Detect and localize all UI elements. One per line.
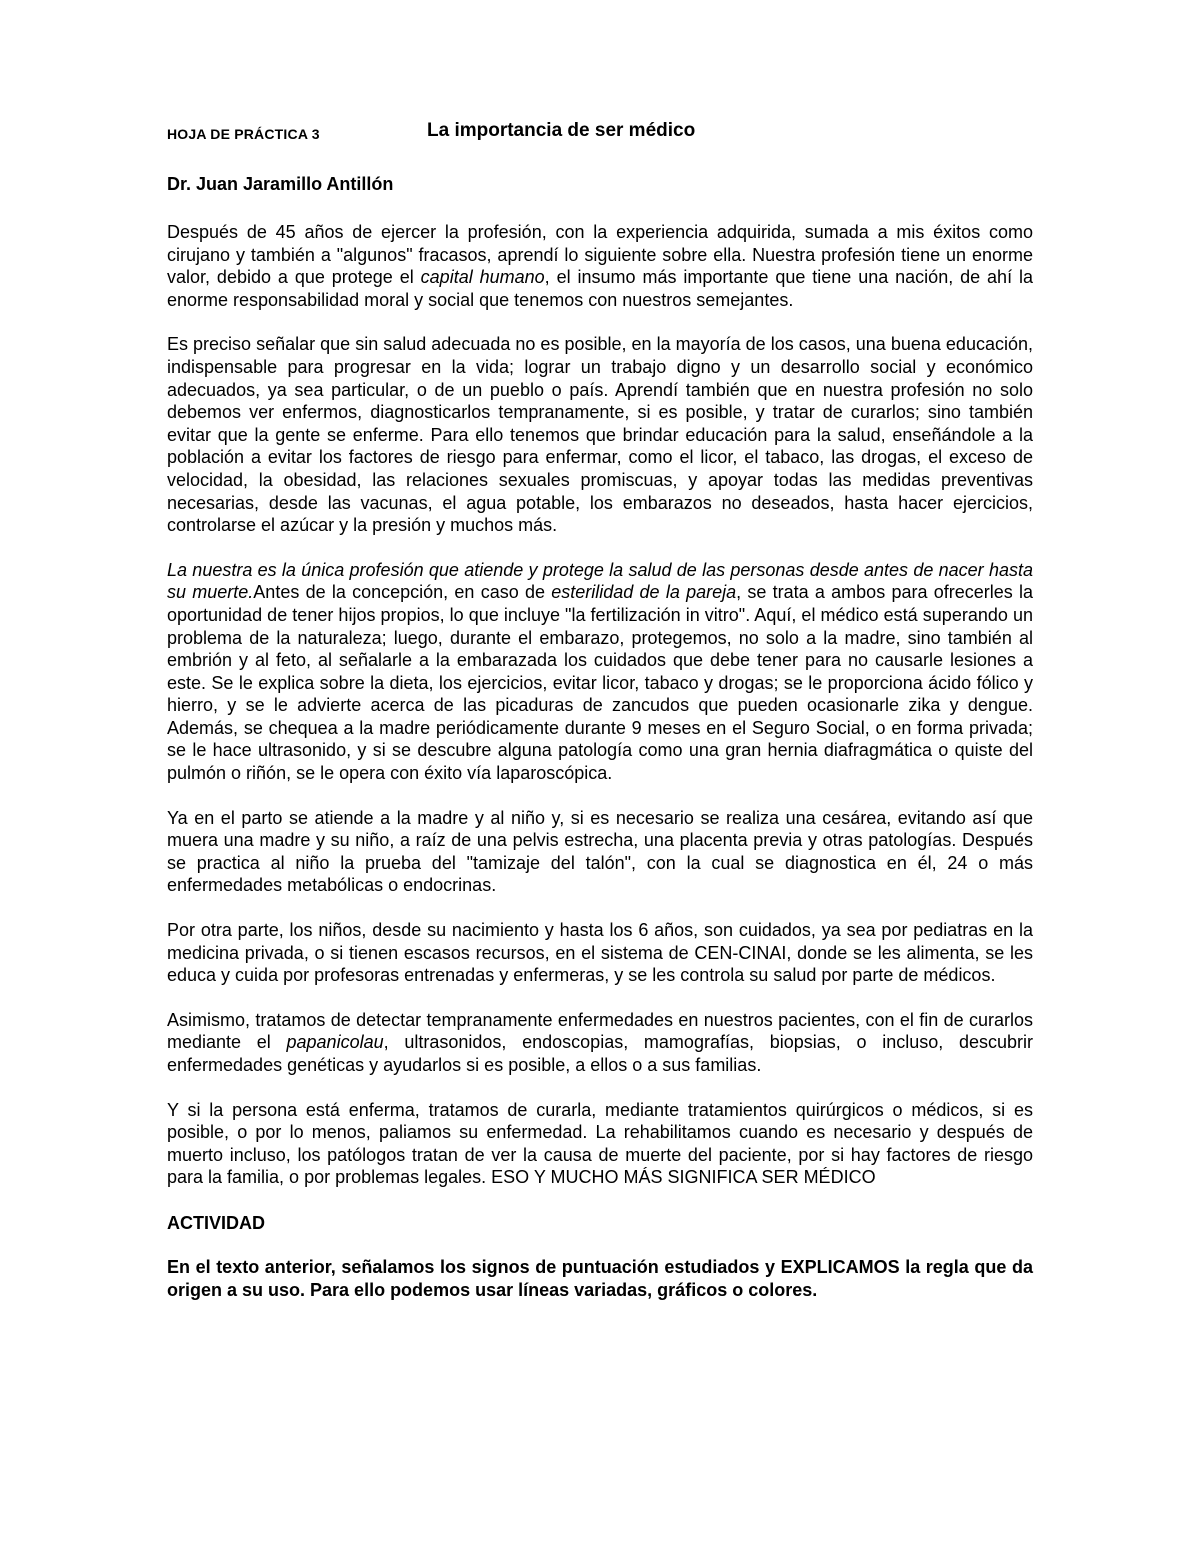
paragraph-1 <box>167 221 1033 311</box>
paragraph-1-text-a: Después de 45 años de ejercer la profesión, con la experiencia adquirida, sumada a mis éxitos como cirujano y también a "algunos" fracasos, aprendí lo siguiente sobre ella. Nuestra profesión tiene un enorme valor, debido a que protege el <box>167 222 1033 288</box>
paragraph-3-text-b: Antes de la concepción, en caso de <box>253 582 552 603</box>
paragraph-3-emphasis-a: La nuestra es la única profesión que atiende y protege la salud de las personas desde antes de nacer hasta su muerte. <box>167 559 1033 603</box>
paragraph-6 <box>167 1009 1033 1077</box>
document-page <box>167 120 1033 1301</box>
sheet-label: HOJA DE PRÁCTICA 3 <box>167 126 320 142</box>
paragraph-1-emphasis: capital humano <box>420 267 545 288</box>
paragraph-4: Ya en el parto se atiende a la madre y al niño y, si es necesario se realiza una cesárea, evitando así que muera una madre y su niño, a raíz de una pelvis estrecha, una placenta previa y otras patologías. Después se practica al niño la prueba del "tamizaje del talón", con la cual se diagnostica en él, 24 o más enfermedades metabólicas o endocrinas. <box>167 807 1033 896</box>
paragraph-3-emphasis-c: esterilidad de la pareja <box>551 582 737 603</box>
paragraph-6-emphasis: papanicolau <box>286 1032 384 1053</box>
paragraph-2: Es preciso señalar que sin salud adecuada no es posible, en la mayoría de los casos, una buena educación, indispensable para progresar en la vida; lograr un trabajo digno y un desarrollo social y económico adecuados, ya sea particular, o de un pueblo o país. Aprendí también que en nuestra profesión no solo debemos ver enfermos, diagnosticarlos tempranamente, si es posible, y tratar de curarlos; sino también evitar que la gente se enferme. Para ello tenemos que brindar educación para la salud, enseñándole a la población a evitar los factores de riesgo para enfermar, como el licor, el tabaco, las drogas, el exceso de velocidad, la obesidad, las relaciones sexuales promiscuas, y apoyar todas las medidas preventivas necesarias, desde las vacunas, el agua potable, los embarazos no deseados, hasta hacer ejercicios, controlarse el azúcar y la presión y muchos más. <box>167 334 1033 536</box>
paragraph-3-text-d: , se trata a ambos para ofrecerles la oportunidad de tener hijos propios, lo que incluye "la fertilización in vitro". Aquí, el médico está superando un problema de la naturaleza; luego, durante el embarazo, protegemos, no solo a la madre, sino también al embrión y al feto, al señalarle a la embarazada los cuidados que debe tener para no causarle lesiones a este. Se le explica sobre la dieta, los ejercicios, evitar licor, tabaco y drogas; se le proporciona ácido fólico y hierro, y se le advierte acerca de las picaduras de zancudos que pueden ocasionarle zika y dengue. Además, se chequea a la madre periódicamente durante 9 meses en el Seguro Social, o en forma privada; se le hace ultrasonido, y si se descubre alguna patología como una gran hernia diafragmática o quiste del pulmón o riñón, se le opera con éxito vía laparoscópica. <box>167 582 1034 784</box>
activity-instructions: En el texto anterior, señalamos los signos de puntuación estudiados y EXPLICAMOS la regla que da origen a su uso. Para ello podemos usar líneas variadas, gráficos o colores. <box>167 1256 1033 1300</box>
activity-heading: ACTIVIDAD <box>167 1212 265 1233</box>
paragraph-5: Por otra parte, los niños, desde su nacimiento y hasta los 6 años, son cuidados, ya sea por pediatras en la medicina privada, o si tienen escasos recursos, en el sistema de CEN-CINAI, donde se les alimenta, se les educa y cuida por profesoras entrenadas y enfermeras, y se les controla su salud por parte de médicos. <box>167 920 1033 986</box>
paragraph-6-text-a: Asimismo, tratamos de detectar tempranamente enfermedades en nuestros pacientes, con el fin de curarlos mediante el <box>167 1009 1033 1053</box>
paragraph-3 <box>167 559 1033 785</box>
paragraph-1-text-c: , el insumo más importante que tiene una nación, de ahí la enorme responsabilidad moral y social que tenemos con nuestros semejantes. <box>167 267 1033 310</box>
document-title: La importancia de ser médico <box>427 120 696 141</box>
paragraph-7: Y si la persona está enferma, tratamos de curarla, mediante tratamientos quirúrgicos o médicos, si es posible, o por lo menos, paliamos su enfermedad. La rehabilitamos cuando es necesario y después de muerto incluso, los patólogos tratan de ver la causa de muerte del paciente, por si hay factores de riesgo para la familia, o por problemas legales. ESO Y MUCHO MÁS SIGNIFICA SER MÉDICO <box>167 1099 1033 1188</box>
document-header <box>167 120 1033 150</box>
paragraph-6-text-c: , ultrasonidos, endoscopias, mamografías, biopsias, o incluso, descubrir enfermedades genéticas y ayudarlos si es posible, a ellos o a sus familias. <box>167 1032 1033 1075</box>
author-name: Dr. Juan Jaramillo Antillón <box>167 174 394 194</box>
